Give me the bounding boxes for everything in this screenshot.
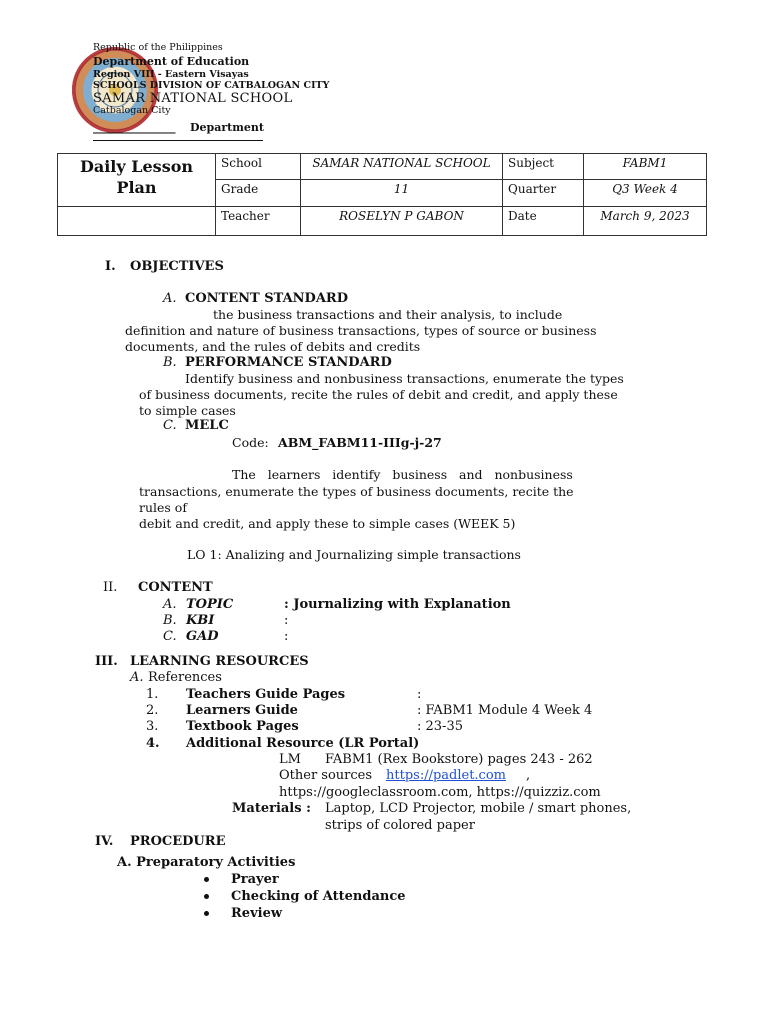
other-sources-label: Other sources	[279, 768, 373, 783]
materials-label: Materials :	[232, 801, 311, 816]
school-value: SAMAR NATIONAL SCHOOL	[301, 154, 503, 180]
subject-label: Subject	[503, 154, 584, 180]
division-line: SCHOOLS DIVISION OF CATBALOGAN CITY	[93, 80, 330, 91]
learning-objective: LO 1: Analizing and Journalizing simple transactions	[187, 547, 521, 562]
resource-1-value: :	[417, 687, 422, 702]
dlp-title: Daily Lesson Plan	[58, 154, 216, 207]
resource-2-number: 2.	[146, 703, 159, 718]
resource-2-label: Learners Guide	[186, 703, 298, 718]
section-4-number: IV.	[95, 834, 114, 849]
republic-line: Republic of the Philippines	[93, 42, 223, 53]
content-standard-letter: A.	[163, 291, 177, 306]
melc-line-4: debit and credit, and apply these to simple cases (WEEK 5)	[139, 516, 516, 531]
padlet-link[interactable]: https://padlet.com	[386, 768, 506, 783]
gad-value: :	[284, 629, 289, 644]
other-sources-comma: ,	[526, 768, 531, 783]
melc-line-2: transactions, enumerate the types of business documents, recite the	[139, 484, 574, 499]
bullet-text-review: Review	[231, 906, 283, 921]
grade-label: Grade	[216, 180, 301, 207]
date-label: Date	[503, 207, 584, 236]
list-item	[204, 872, 279, 887]
resource-2-value: : FABM1 Module 4 Week 4	[417, 703, 593, 718]
kbi-label: KBI	[186, 613, 215, 628]
topic-letter: A.	[163, 597, 177, 612]
resource-1-label: Teachers Guide Pages	[186, 687, 346, 702]
school-line: SAMAR NATIONAL SCHOOL	[93, 91, 293, 106]
topic-label: TOPIC	[186, 597, 234, 612]
resource-3-value: : 23-35	[417, 719, 463, 734]
quarter-label: Quarter	[503, 180, 584, 207]
melc-title: MELC	[185, 418, 229, 433]
gad-letter: C.	[163, 629, 177, 644]
bullet-icon	[204, 894, 209, 899]
other-sources-links: https://googleclassroom.com, https://quizziz.com	[279, 785, 601, 800]
date-value: March 9, 2023	[584, 207, 707, 236]
kbi-letter: B.	[163, 613, 177, 628]
department-label: Department	[190, 121, 264, 134]
melc-code-value: ABM_FABM11-IIIg-j-27	[278, 435, 442, 450]
melc-code-label: Code:	[232, 435, 269, 450]
performance-standard-letter: B.	[163, 355, 177, 370]
performance-standard-line-3: to simple cases	[139, 403, 236, 418]
kbi-value: :	[284, 613, 289, 628]
bullet-icon	[204, 911, 209, 916]
resource-3-number: 3.	[146, 719, 159, 734]
bullet-text-prayer: Prayer	[231, 872, 279, 887]
teacher-value: ROSELYN P GABON	[301, 207, 503, 236]
performance-standard-line-2: of business documents, recite the rules of debit and credit, and apply these	[139, 387, 618, 402]
deped-line: Department of Education	[93, 55, 250, 68]
teacher-label: Teacher	[216, 207, 301, 236]
melc-line-1: The learners identify business and nonbusiness	[232, 467, 573, 482]
references-letter: A.	[130, 670, 144, 685]
melc-letter: C.	[163, 418, 177, 433]
region-line: Region VIII - Eastern Visayas	[93, 69, 249, 80]
performance-standard-title: PERFORMANCE STANDARD	[185, 355, 392, 370]
gad-label: GAD	[186, 629, 219, 644]
content-standard-line-2: definition and nature of business transactions, types of source or business	[125, 323, 597, 338]
city-line: Catbalogan City	[93, 105, 171, 116]
preparatory-activities-heading: A. Preparatory Activities	[117, 855, 296, 870]
bullet-text-attendance: Checking of Attendance	[231, 889, 406, 904]
department-blank: _______________	[93, 121, 176, 134]
section-1-number: I.	[105, 259, 116, 274]
content-standard-title: CONTENT STANDARD	[185, 291, 348, 306]
list-item	[204, 889, 406, 904]
lm-value: FABM1 (Rex Bookstore) pages 243 - 262	[325, 752, 593, 767]
subject-value: FABM1	[584, 154, 707, 180]
content-standard-line-3: documents, and the rules of debits and credits	[125, 339, 421, 354]
section-2-number: II.	[103, 580, 118, 595]
melc-line-3: rules of	[139, 500, 187, 515]
header-divider	[93, 140, 263, 141]
lesson-info-table	[57, 153, 707, 236]
performance-standard-line-1: Identify business and nonbusiness transactions, enumerate the types	[185, 371, 624, 386]
section-4-heading: PROCEDURE	[130, 834, 226, 849]
resource-1-number: 1.	[146, 687, 159, 702]
section-2-heading: CONTENT	[138, 580, 213, 595]
materials-line-2: strips of colored paper	[325, 818, 475, 833]
lm-label: LM	[279, 752, 301, 767]
grade-value: 11	[301, 180, 503, 207]
materials-line-1: Laptop, LCD Projector, mobile / smart phones,	[325, 801, 632, 816]
resource-4-label: Additional Resource (LR Portal)	[186, 736, 420, 751]
references-label: References	[148, 670, 222, 685]
bullet-icon	[204, 877, 209, 882]
resource-4-number: 4.	[146, 736, 160, 751]
resource-3-label: Textbook Pages	[186, 719, 299, 734]
section-1-heading: OBJECTIVES	[130, 259, 224, 274]
section-3-number: III.	[95, 654, 118, 669]
list-item	[204, 906, 282, 921]
content-standard-line-1: the business transactions and their analysis, to include	[213, 307, 563, 322]
dlp-title-cont	[58, 207, 216, 236]
topic-value: : Journalizing with Explanation	[284, 597, 511, 612]
school-label: School	[216, 154, 301, 180]
quarter-value: Q3 Week 4	[584, 180, 707, 207]
section-3-heading: LEARNING RESOURCES	[130, 654, 309, 669]
